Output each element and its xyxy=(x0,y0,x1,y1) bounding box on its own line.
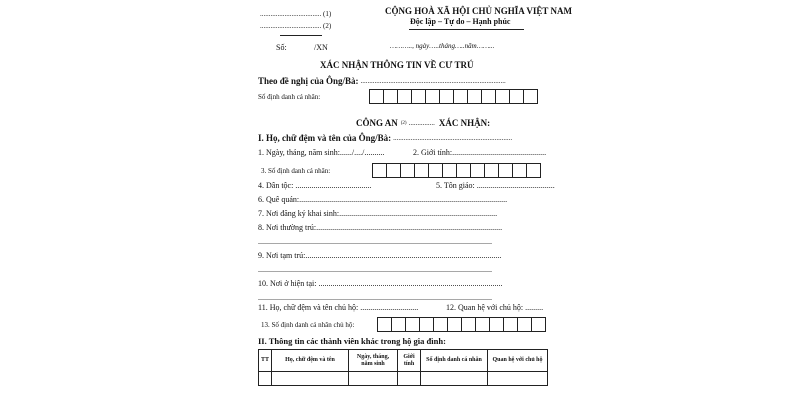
place-date-line: ……….., ngày…..tháng…..năm……... xyxy=(390,42,495,50)
personal-id-boxes[interactable] xyxy=(373,163,541,178)
current-residence-line-2[interactable]: ..................................................................................................................... xyxy=(258,293,492,302)
id-digit-box[interactable] xyxy=(405,317,420,332)
temporary-residence-line-2[interactable]: ..................................................................................................................... xyxy=(258,265,492,274)
id-digit-box[interactable] xyxy=(439,89,454,104)
table-row[interactable] xyxy=(259,372,548,386)
police-unit-field[interactable]: ............... xyxy=(408,119,435,127)
id-digit-box[interactable] xyxy=(453,89,468,104)
id-digit-box[interactable] xyxy=(517,317,532,332)
document-number-label: Số: xyxy=(276,43,287,52)
request-name-field[interactable]: ................................................................................... xyxy=(360,77,506,85)
id-digit-box[interactable] xyxy=(383,89,398,104)
household-head-id-boxes[interactable] xyxy=(378,317,546,332)
residence-confirmation-form xyxy=(238,0,572,400)
police-footnote-mark: (2) xyxy=(400,120,407,126)
temporary-residence-field[interactable]: 9. Nơi tạm trú:.................................................................................................. xyxy=(258,251,502,260)
table-header-row xyxy=(259,350,548,372)
agency-line-2: ................................... (2) xyxy=(260,22,332,30)
column-header-name: Họ, chữ đệm và tên xyxy=(272,350,349,372)
id-digit-box[interactable] xyxy=(531,317,546,332)
id-digit-box[interactable] xyxy=(386,163,401,178)
country-name: CỘNG HOÀ XÃ HỘI CHỦ NGHĨA VIỆT NAM xyxy=(385,6,572,16)
document-number-suffix: /XN xyxy=(314,43,328,52)
motto-rule xyxy=(409,29,524,30)
column-header-id: Số định danh cá nhân xyxy=(421,350,488,372)
permanent-residence-field[interactable]: 8. Nơi thường trú:............................................................................................. xyxy=(258,223,503,232)
id-digit-box[interactable] xyxy=(447,317,462,332)
relationship-field[interactable]: 12. Quan hệ với chủ hộ: ......... xyxy=(446,303,544,312)
column-header-dob: Ngày, tháng, năm sinh xyxy=(349,350,398,372)
id-digit-box[interactable] xyxy=(498,163,513,178)
current-residence-field[interactable]: 10. Nơi ở hiện tại: ............................................................................................ xyxy=(258,279,503,288)
id-digit-box[interactable] xyxy=(512,163,527,178)
id-digit-box[interactable] xyxy=(391,317,406,332)
agency-line-1: ................................... (1) xyxy=(260,10,332,18)
id-digit-box[interactable] xyxy=(414,163,429,178)
gender-field[interactable]: 2. Giới tính:............................................... xyxy=(413,148,547,157)
id-digit-box[interactable] xyxy=(456,163,471,178)
id-digit-box[interactable] xyxy=(503,317,518,332)
form-title: XÁC NHẬN THÔNG TIN VỀ CƯ TRÚ xyxy=(320,60,474,70)
religion-field[interactable]: 5. Tôn giáo: ....................................... xyxy=(436,181,555,190)
id-digit-box[interactable] xyxy=(419,317,434,332)
household-members-table xyxy=(258,349,548,386)
police-label: CÔNG AN xyxy=(356,118,398,128)
id-digit-box[interactable] xyxy=(509,89,524,104)
section-1-heading: I. Họ, chữ đệm và tên của Ông/Bà: xyxy=(258,133,392,143)
id-digit-box[interactable] xyxy=(526,163,541,178)
id-digit-box[interactable] xyxy=(481,89,496,104)
household-head-name-field[interactable]: 11. Họ, chữ đệm và tên chủ hộ: ............................. xyxy=(258,303,419,312)
id-digit-box[interactable] xyxy=(433,317,448,332)
request-id-label: Số định danh cá nhân: xyxy=(258,92,321,101)
id-digit-box[interactable] xyxy=(489,317,504,332)
left-header-rule xyxy=(280,35,322,36)
ethnicity-field[interactable]: 4. Dân tộc: ...................................... xyxy=(258,181,372,190)
permanent-residence-line-2[interactable]: ..................................................................................................................... xyxy=(258,237,492,246)
request-label: Theo đề nghị của Ông/Bà: xyxy=(258,76,359,86)
id-digit-box[interactable] xyxy=(470,163,485,178)
personal-id-label: 3. Số định danh cá nhân: xyxy=(261,166,331,175)
id-digit-box[interactable] xyxy=(411,89,426,104)
id-digit-box[interactable] xyxy=(523,89,538,104)
hometown-field[interactable]: 6. Quê quán:........................................................................................................ xyxy=(258,195,508,204)
id-digit-box[interactable] xyxy=(484,163,499,178)
id-digit-box[interactable] xyxy=(475,317,490,332)
column-header-relationship: Quan hệ với chủ hộ xyxy=(488,350,548,372)
national-motto: Độc lập – Tự do – Hạnh phúc xyxy=(410,17,511,26)
id-digit-box[interactable] xyxy=(400,163,415,178)
section-2-heading: II. Thông tin các thành viên khác trong hộ gia đình: xyxy=(258,336,446,346)
id-digit-box[interactable] xyxy=(461,317,476,332)
id-digit-box[interactable] xyxy=(425,89,440,104)
birth-registration-place-field[interactable]: 7. Nơi đăng ký khai sinh:............................................................................... xyxy=(258,209,498,218)
id-digit-box[interactable] xyxy=(442,163,457,178)
id-digit-box[interactable] xyxy=(428,163,443,178)
request-id-boxes[interactable] xyxy=(370,89,538,104)
id-digit-box[interactable] xyxy=(467,89,482,104)
id-digit-box[interactable] xyxy=(397,89,412,104)
column-header-tt: TT xyxy=(259,350,272,372)
id-digit-box[interactable] xyxy=(495,89,510,104)
id-digit-box[interactable] xyxy=(377,317,392,332)
id-digit-box[interactable] xyxy=(372,163,387,178)
column-header-gender: Giới tính xyxy=(398,350,421,372)
id-digit-box[interactable] xyxy=(369,89,384,104)
household-head-id-label: 13. Số định danh cá nhân chủ hộ: xyxy=(261,320,355,329)
dob-field[interactable]: 1. Ngày, tháng, năm sinh:....../..../.......... xyxy=(258,148,385,157)
confirm-label: XÁC NHẬN: xyxy=(438,118,491,128)
full-name-field[interactable]: .................................................................... xyxy=(393,134,513,142)
